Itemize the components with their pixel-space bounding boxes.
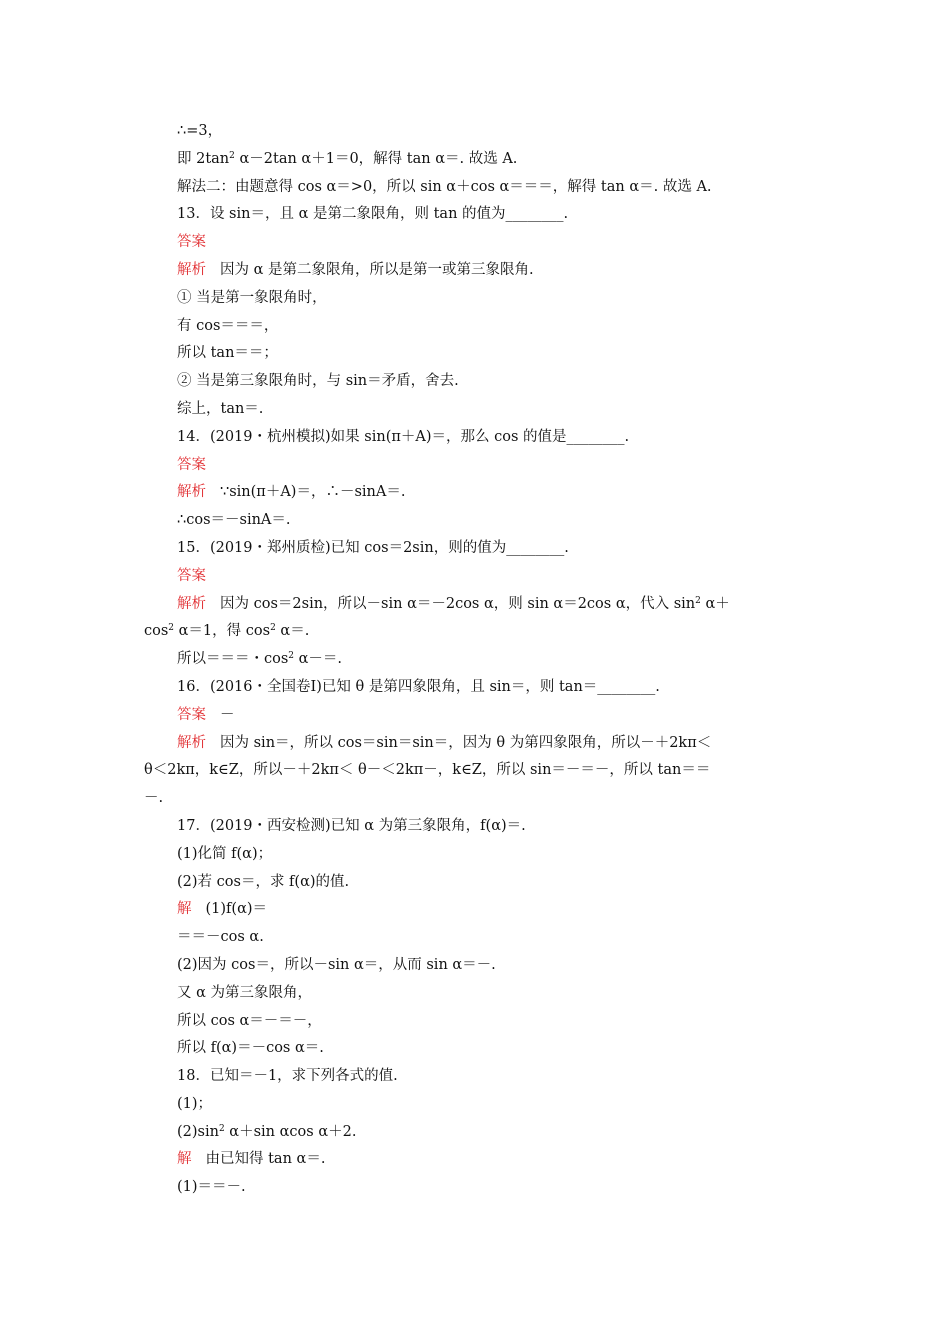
text-line	[144, 285, 808, 313]
line-text: α＝1，得 cos	[174, 623, 271, 640]
document-body	[144, 118, 808, 1202]
text-line	[144, 1146, 808, 1174]
line-text: 13．设 sin＝，且 α 是第二象限角，则 tan 的值为________.	[177, 206, 569, 223]
text-line	[144, 452, 808, 480]
line-text: α＋sin αcos α＋2.	[224, 1123, 357, 1140]
line-text: 因为 cos＝2sin，所以－sin α＝－2cos α，则 sin α＝2cos α，代入 sin	[220, 595, 696, 612]
text-line	[144, 174, 808, 202]
line-text: ∴=3，	[177, 123, 223, 139]
answer-label: 解析	[177, 484, 206, 501]
line-text: α＝.	[275, 623, 310, 640]
text-line	[144, 841, 808, 869]
text-line	[144, 785, 808, 813]
line-text: α－＝.	[294, 651, 343, 668]
line-text: (1)f(α)＝	[205, 901, 268, 918]
text-line	[144, 1119, 808, 1147]
text-line	[144, 952, 808, 980]
superscript: 2	[288, 651, 295, 662]
text-line	[144, 146, 808, 174]
line-text: cos	[144, 623, 169, 640]
text-line	[144, 591, 808, 619]
line-text: ∵sin(π＋A)＝，∴－sinA＝.	[220, 484, 406, 501]
line-text: 所以 f(α)＝－cos α＝.	[177, 1040, 324, 1057]
line-text: 解法二：由题意得 cos α＝>0，所以 sin α＋cos α＝＝＝，解得 tan α＝. 故选 A.	[177, 178, 712, 195]
line-text: 16．(2016・全国卷Ⅰ)已知 θ 是第四象限角，且 sin＝，则 tan＝________.	[177, 678, 660, 695]
line-text: ∴cos＝－sinA＝.	[177, 512, 291, 529]
text-line	[144, 1091, 808, 1119]
text-line	[144, 1035, 808, 1063]
answer-label: 解	[177, 901, 192, 918]
line-text: －	[220, 706, 235, 723]
line-text: (1)；	[177, 1095, 213, 1112]
text-line	[144, 1063, 808, 1091]
text-line	[144, 813, 808, 841]
line-text: (1)化简 f(α)；	[177, 845, 273, 862]
text-line	[144, 563, 808, 591]
answer-label: 答案	[177, 234, 206, 251]
line-text: ② 当是第三象限角时，与 sin＝矛盾，舍去.	[177, 373, 459, 390]
text-line	[144, 535, 808, 563]
text-line	[144, 757, 808, 785]
line-text: 18．已知＝－1，求下列各式的值.	[177, 1068, 398, 1085]
line-text: 所以 cos α＝－＝－，	[177, 1012, 322, 1029]
line-text: α＋	[700, 595, 730, 612]
answer-label: 解	[177, 1151, 192, 1168]
line-text: 15．(2019・郑州质检)已知 cos＝2sin，则的值为________.	[177, 539, 569, 556]
line-text: 所以＝＝＝・cos	[177, 651, 289, 668]
line-text: －.	[144, 790, 164, 807]
text-line	[144, 1174, 808, 1202]
text-line	[144, 869, 808, 897]
superscript: 2	[270, 623, 276, 634]
line-text: (1)＝＝－.	[177, 1179, 246, 1196]
superscript: 2	[168, 623, 175, 634]
text-line	[144, 396, 808, 424]
text-line	[144, 507, 808, 535]
answer-label: 解析	[177, 261, 206, 278]
line-text: 即 2tan	[177, 150, 230, 167]
text-line	[144, 229, 808, 257]
text-line	[144, 618, 808, 646]
text-line	[144, 674, 808, 702]
text-line	[144, 896, 808, 924]
superscript: 2	[695, 595, 701, 606]
line-text: 有 cos＝＝＝，	[177, 317, 279, 334]
superscript: 2	[218, 1123, 225, 1134]
line-text: 又 α 为第三象限角，	[177, 984, 313, 1001]
answer-label: 答案	[177, 567, 206, 584]
text-line	[144, 479, 808, 507]
text-line	[144, 702, 808, 730]
line-text: (2)sin	[177, 1123, 219, 1140]
text-line	[144, 424, 808, 452]
text-line	[144, 340, 808, 368]
line-text: 因为 sin＝，所以 cos＝sin＝sin＝，因为 θ 为第四象限角，所以－＋2kπ＜	[220, 734, 712, 751]
line-text: α－2tan α＋1＝0，解得 tan α＝. 故选 A.	[234, 150, 518, 167]
line-text: 所以 tan＝＝；	[177, 345, 278, 362]
text-line	[144, 201, 808, 229]
text-line	[144, 368, 808, 396]
text-line	[144, 646, 808, 674]
line-text: 14．(2019・杭州模拟)如果 sin(π＋A)＝，那么 cos 的值是________.	[177, 428, 630, 445]
line-text: 因为 α 是第二象限角，所以是第一或第三象限角.	[220, 261, 534, 278]
answer-label: 答案	[177, 456, 206, 473]
line-text: 由已知得 tan α＝.	[205, 1151, 326, 1168]
text-line	[144, 980, 808, 1008]
text-line	[144, 313, 808, 341]
answer-label: 答案	[177, 706, 206, 723]
text-line	[144, 118, 808, 146]
superscript: 2	[229, 150, 235, 161]
text-line	[144, 730, 808, 758]
line-text: 17．(2019・西安检测)已知 α 为第三象限角，f(α)＝.	[177, 817, 526, 834]
line-text: (2)因为 cos＝，所以－sin α＝，从而 sin α＝－.	[177, 956, 496, 973]
text-line	[144, 257, 808, 285]
line-text: θ＜2kπ，k∈Z，所以－＋2kπ＜ θ－＜2kπ－，k∈Z，所以 sin＝－＝－，所以 tan＝＝	[144, 762, 711, 779]
line-text: (2)若 cos＝，求 f(α)的值.	[177, 873, 350, 890]
answer-label: 解析	[177, 595, 206, 612]
line-text: ① 当是第一象限角时，	[177, 289, 327, 306]
text-line	[144, 1008, 808, 1036]
text-line	[144, 924, 808, 952]
line-text: 综上，tan＝.	[177, 400, 264, 417]
answer-label: 解析	[177, 734, 206, 751]
line-text: ＝＝－cos α.	[177, 929, 264, 946]
